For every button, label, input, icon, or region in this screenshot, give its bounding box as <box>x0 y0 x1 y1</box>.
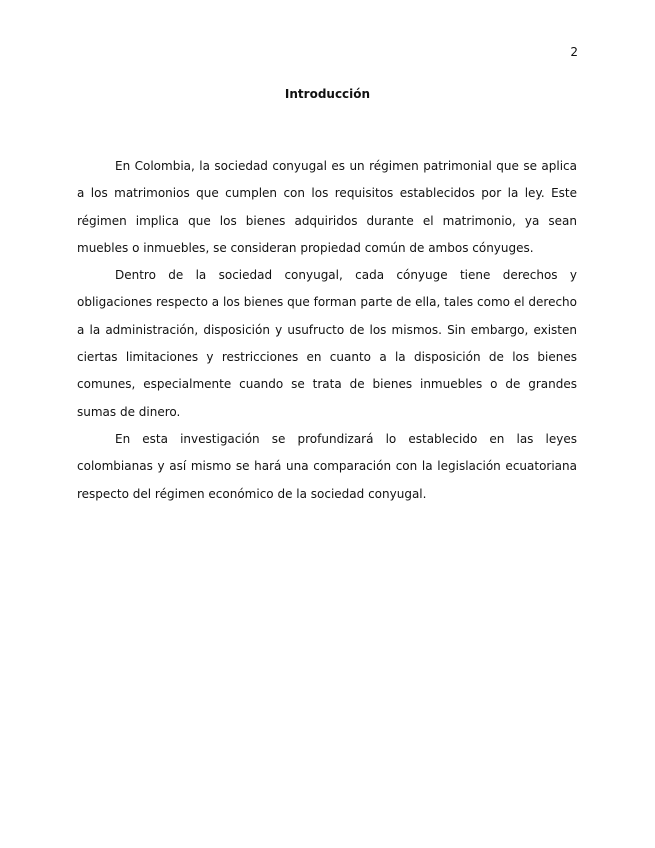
body-text <box>77 153 577 508</box>
page-title: Introducción <box>284 87 371 101</box>
page-number: 2 <box>570 45 578 59</box>
paragraph-3: En esta investigación se profundizará lo establecido en las leyes colombianas y así mismo se hará una comparación con la legislación ecuatoriana respecto del régimen económico de la sociedad conyugal. <box>77 431 577 501</box>
paragraph-1: En Colombia, la sociedad conyugal es un régimen patrimonial que se aplica a los matrimonios que cumplen con los requisitos establecidos por la ley. Este régimen implica que los bienes adquiridos durante el matrimonio, ya sean muebles o inmuebles, se consideran propiedad común de ambos cónyuges. <box>77 159 577 255</box>
paragraph-2: Dentro de la sociedad conyugal, cada cónyuge tiene derechos y obligaciones respecto a los bienes que forman parte de ella, tales como el derecho a la administración, disposición y usufructo de los mismos. Sin embargo, existen ciertas limitaciones y restricciones en cuanto a la disposición de los bienes comunes, especialmente cuando se trata de bienes inmuebles o de grandes sumas de dinero. <box>77 268 577 419</box>
